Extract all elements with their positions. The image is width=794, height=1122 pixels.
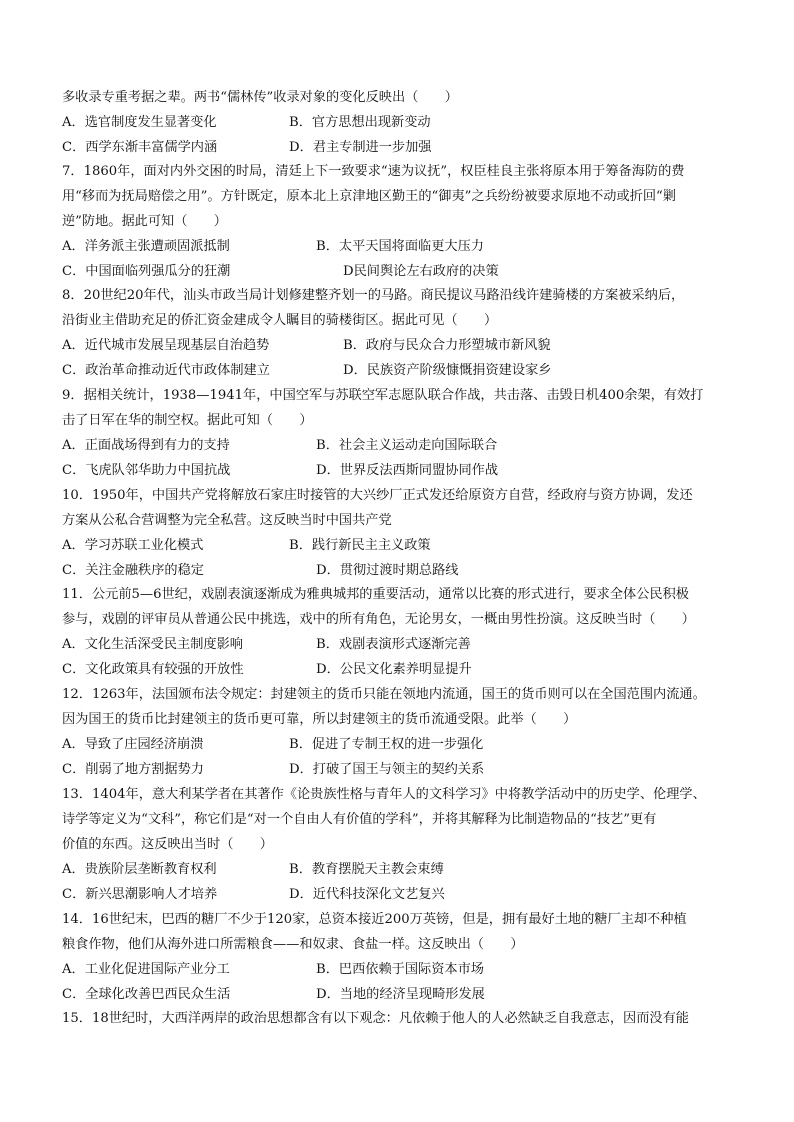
q9-option-c: C．飞虎队邻华助力中国抗战 — [62, 463, 231, 478]
question-10-stem-line-2: 方案从公私合营调整为完全私营。这反映当时中国共产党 — [62, 513, 392, 528]
question-7-stem-line-3: 逆”防地。据此可知（ ） — [62, 214, 227, 229]
q11-option-d: D．公民文化素养明显提升 — [316, 662, 472, 677]
q11-option-b: B．戏剧表演形式逐渐完善 — [316, 637, 471, 652]
q7-option-d: D民间舆论左右政府的决策 — [343, 264, 499, 279]
q6-option-c: C．西学东渐丰富儒学内涵 — [62, 140, 218, 155]
q6-option-a: A．选官制度发生显著变化 — [62, 115, 217, 130]
q6-option-b: B．官方思想出现新变动 — [289, 115, 431, 130]
q10-option-a: A．学习苏联工业化模式 — [62, 538, 204, 553]
q6-option-d: D．君主专制进一步加强 — [289, 140, 432, 155]
question-6-stem-tail: 多收录专重考据之辈。两书“儒林传”收录对象的变化反映出（ ） — [62, 90, 458, 105]
question-9-stem-line-2: 击了日军在华的制空权。据此可知（ ） — [62, 413, 313, 428]
question-11-stem-line-2: 参与，戏剧的评审员从普通公民中挑选，戏中的所有角色，无论男女，一概由男性扮演。这反映当时（ ） — [62, 612, 695, 627]
q7-option-a: A．洋务派主张遭顽固派抵制 — [62, 239, 230, 254]
q8-option-c: C．政治革命推动近代市政体制建立 — [62, 363, 270, 378]
question-13-stem-line-1: 13．1404年，意大利某学者在其著作《论贵族性格与青年人的文科学习》中将教学活动中的历史学、伦理学、 — [62, 787, 706, 802]
q8-option-d: D．民族资产阶级慷慨捐资建设家乡 — [343, 363, 552, 378]
question-13-stem-line-2: 诗学等定义为“文科”，称它们是“对一个自由人有价值的学科”，并将其解释为比制造物品的“技艺”更有 — [62, 812, 657, 827]
q11-option-a: A．文化生活深受民主制度影响 — [62, 637, 243, 652]
q13-option-a: A．贵族阶层垄断教育权利 — [62, 862, 217, 877]
question-13-stem-line-3: 价值的东西。这反映出当时（ ） — [62, 837, 273, 852]
q12-option-c: C．削弱了地方割据势力 — [62, 762, 204, 777]
q12-option-a: A．导致了庄园经济崩溃 — [62, 737, 204, 752]
question-7-stem-line-2: 用“移而为抚局赔偿之用”。方针既定，原本北上京津地区勤王的“御夷”之兵纷纷被要求原地不动或折回“剿 — [62, 189, 676, 204]
q8-option-a: A．近代城市发展呈现基层自治趋势 — [62, 338, 270, 353]
q13-option-d: D．近代科技深化文艺复兴 — [289, 887, 445, 902]
q9-option-b: B．社会主义运动走向国际联合 — [316, 438, 498, 453]
q9-option-a: A．正面战场得到有力的支持 — [62, 438, 230, 453]
question-14-stem-line-2: 粮食作物，他们从海外进口所需粮食——和奴隶、食盐一样。这反映出（ ） — [62, 937, 524, 952]
q12-option-b: B．促进了专制王权的进一步强化 — [289, 737, 484, 752]
q10-option-d: D．贯彻过渡时期总路线 — [316, 563, 459, 578]
question-12-stem-line-1: 12．1263年，法国颁布法令规定：封建领主的货币只能在领地内流通，国王的货币则可以在全国范围内流通。 — [62, 687, 706, 702]
q9-option-d: D．世界反法西斯同盟协同作战 — [316, 463, 499, 478]
q11-option-c: C．文化政策具有较强的开放性 — [62, 662, 244, 677]
question-8-stem-line-1: 8．20世纪20年代，汕头市政当局计划修建整齐划一的马路。商民提议马路沿线许建骑楼的方案被采纳后， — [62, 288, 685, 303]
question-11-stem-line-1: 11．公元前5—6世纪，戏剧表演逐渐成为雅典城邦的重要活动，通常以比赛的形式进行，要求全体公民积极 — [62, 587, 689, 602]
question-8-stem-line-2: 沿街业主借助充足的侨汇资金建成令人瞩目的骑楼街区。据此可见（ ） — [62, 313, 498, 328]
q10-option-b: B．践行新民主主义政策 — [289, 538, 431, 553]
q14-option-d: D．当地的经济呈现畸形发展 — [316, 987, 485, 1002]
question-12-stem-line-2: 因为国王的货币比封建领主的货币更可靠，所以封建领主的货币流通受限。此举（ ） — [62, 712, 577, 727]
q14-option-b: B．巴西依赖于国际资本市场 — [316, 962, 484, 977]
question-9-stem-line-1: 9．据相关统计，1938—1941年，中国空军与苏联空军志愿队联合作战，共击落、击毁日机400余架，有效打 — [62, 388, 704, 403]
question-15-stem-line-1: 15．18世纪时，大西洋两岸的政治思想都含有以下观念：凡依赖于他人的人必然缺乏自我意志，因而没有能 — [62, 1011, 689, 1026]
q14-option-a: A．工业化促进国际产业分工 — [62, 962, 230, 977]
question-14-stem-line-1: 14．16世纪末，巴西的糖厂不少于120家，总资本接近200万英镑，但是，拥有最好土地的糖厂主却不种植 — [62, 912, 687, 927]
q7-option-c: C．中国面临列强瓜分的狂潮 — [62, 264, 231, 279]
question-7-stem-line-1: 7．1860年，面对内外交困的时局，清廷上下一致要求“速为议抚”，权臣桂良主张将原本用于筹备海防的费 — [62, 164, 685, 179]
q13-option-b: B．教育摆脱天主教会束缚 — [289, 862, 444, 877]
q12-option-d: D．打破了国王与领主的契约关系 — [289, 762, 485, 777]
q10-option-c: C．关注金融秩序的稳定 — [62, 563, 204, 578]
question-10-stem-line-1: 10．1950年，中国共产党将解放石家庄时接管的大兴纱厂正式发还给原资方自营，经政府与资方协调，发还 — [62, 488, 693, 503]
q13-option-c: C．新兴思潮影响人才培养 — [62, 887, 218, 902]
q14-option-c: C．全球化改善巴西民众生活 — [62, 987, 231, 1002]
q8-option-b: B．政府与民众合力形塑城市新风貌 — [343, 338, 551, 353]
q7-option-b: B．太平天国将面临更大压力 — [316, 239, 484, 254]
